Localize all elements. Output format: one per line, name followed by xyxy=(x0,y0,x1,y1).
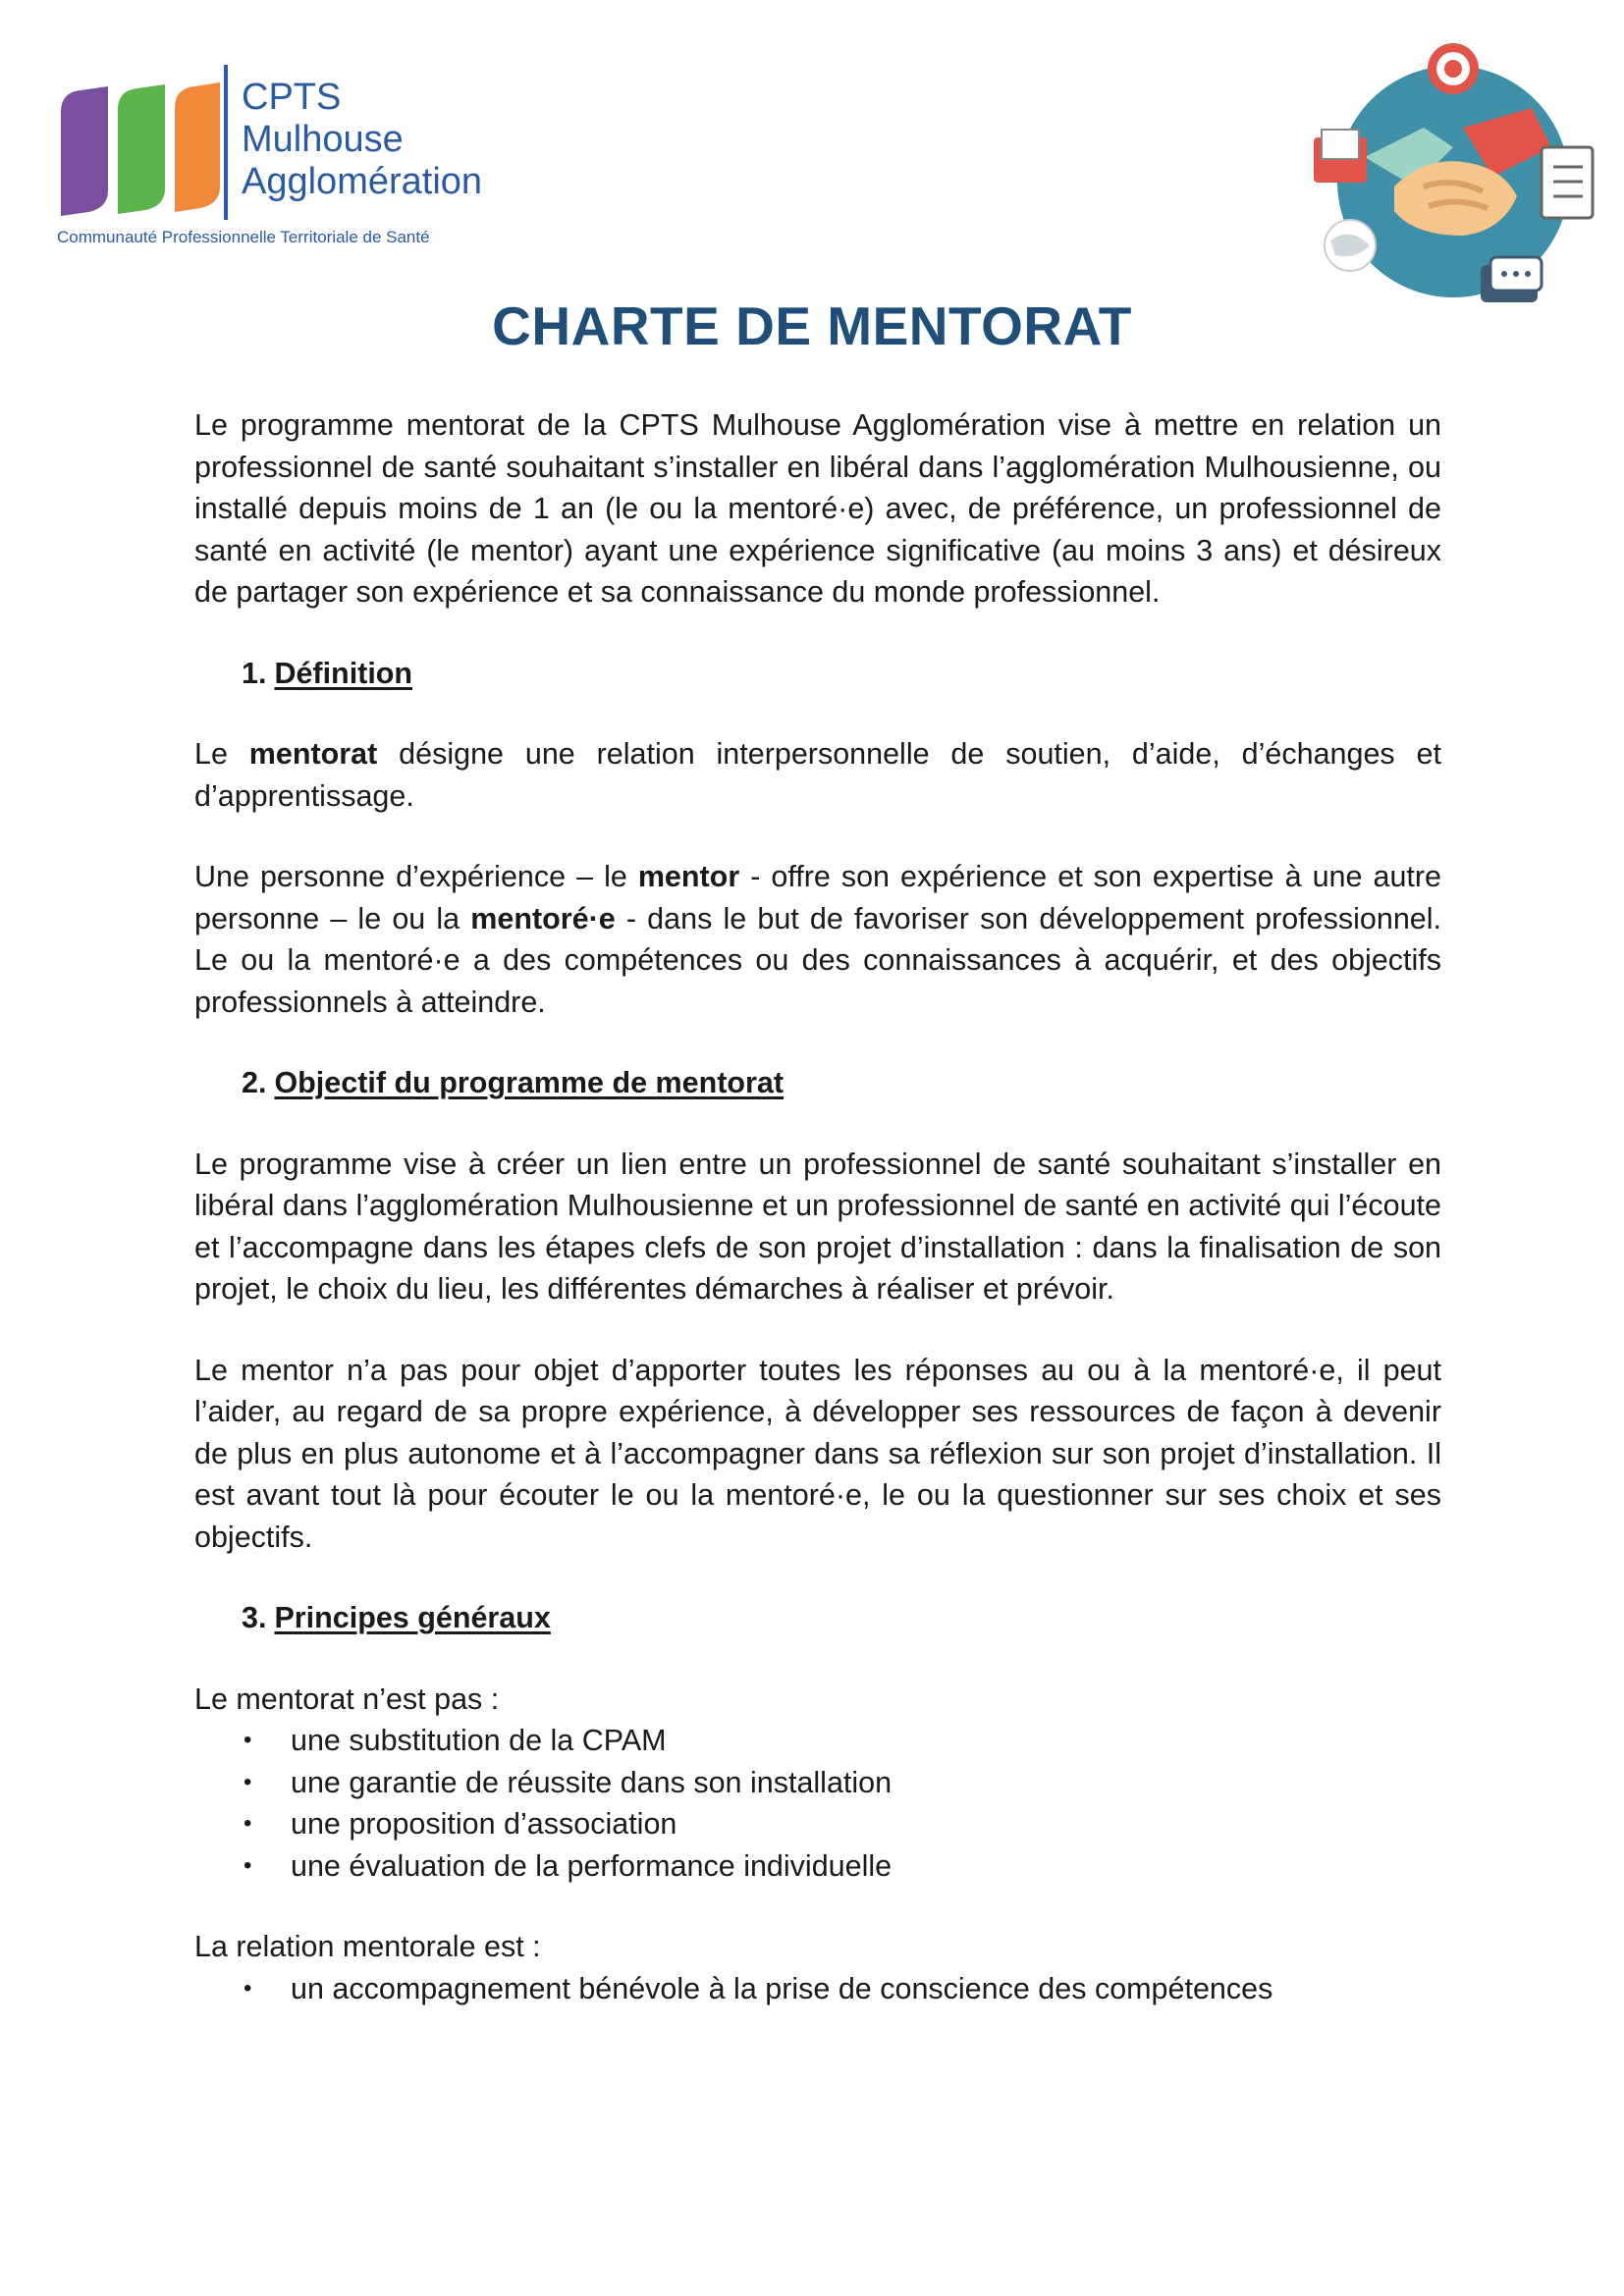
section-3-title: Principes généraux xyxy=(274,1601,551,1634)
section-2-heading xyxy=(242,1062,1441,1104)
handshake-icon xyxy=(1306,39,1600,324)
logo-line-cpts: CPTS xyxy=(242,77,342,118)
cpts-logo xyxy=(57,61,509,257)
logo-line-mulhouse: Mulhouse xyxy=(242,119,404,160)
not-list xyxy=(194,1720,1441,1887)
section-2-title: Objectif du programme de mentorat xyxy=(274,1066,785,1099)
text-run: - dans le but de favoriser son développement professionnel. Le ou la mentoré·e a des compétences ou des connaissances à acquérir, et des objectifs professionnels à atteindre. xyxy=(194,901,1441,1019)
list-item: • un accompagnement bénévole à la prise de conscience des compétences xyxy=(194,1968,1441,2010)
text-run: désigne une relation interpersonnelle de soutien, d’aide, d’échanges et d’apprentissage. xyxy=(194,737,1441,813)
bold-term-mentor: mentor xyxy=(637,860,740,893)
list-item: • une proposition d’association xyxy=(194,1803,1441,1845)
text-run: Le xyxy=(194,737,249,771)
text-run: Une personne d’expérience – le xyxy=(194,860,638,893)
objective-paragraph-1: Le programme vise à créer un lien entre un professionnel de santé souhaitant s’installer en libéral dans l’agglomération Mulhousienne et un professionnel de santé en activité qui l’écoute et l’accompagne dans les étapes clefs de son projet d’installation : dans la finalisation de son projet, le choix du lieu, les différentes démarches à réaliser et prévoir. xyxy=(194,1147,1441,1306)
intro-paragraph: Le programme mentorat de la CPTS Mulhouse Agglomération vise à mettre en relation un professionnel de santé souhaitant s’installer en libéral dans l’agglomération Mulhousienne, ou installé depuis moins de 1 an (le ou la mentoré·e) avec, de préférence, un professionnel de santé en activité (le mentor) ayant une expérience significative (au moins 3 ans) et désireux de partager son expérience et sa connaissance du monde professionnel. xyxy=(194,408,1441,609)
list-item: • une substitution de la CPAM xyxy=(194,1720,1441,1762)
section-3-heading xyxy=(242,1597,1441,1639)
logo-line-agglomeration: Agglomération xyxy=(242,161,483,202)
is-list xyxy=(194,1968,1441,2010)
page-title: CHARTE DE MENTORAT xyxy=(492,295,1132,356)
section-2-number: 2. xyxy=(242,1066,267,1099)
definition-paragraph-1 xyxy=(194,733,1441,817)
bold-term-mentoree: mentoré·e xyxy=(470,901,616,935)
not-list-intro: Le mentorat n’est pas : xyxy=(194,1682,500,1716)
objective-paragraph-2: Le mentor n’a pas pour objet d’apporter toutes les réponses au ou à la mentoré·e, il peut l’aider, au regard de sa propre expérience, à développer ses ressources de façon à devenir de plus en plus autonome et à l’accompagner dans sa réflexion sur son projet d’installation. Il est avant tout là pour écouter le ou la mentoré·e, le ou la questionner sur ses choix et ses objectifs. xyxy=(194,1353,1441,1554)
list-item: • une garantie de réussite dans son installation xyxy=(194,1762,1441,1804)
is-list-intro: La relation mentorale est : xyxy=(194,1930,541,1963)
text-run: - offre son expérience et son expertise à une autre personne – le ou la xyxy=(194,860,1441,935)
section-3-number: 3. xyxy=(242,1601,267,1634)
logo-wordmark xyxy=(242,77,482,203)
bold-term-mentorat: mentorat xyxy=(248,737,378,771)
logo-subtitle: Communauté Professionnelle Territoriale de Santé xyxy=(57,228,430,246)
definition-paragraph-2 xyxy=(194,856,1441,1023)
section-1-heading xyxy=(242,653,1441,695)
document-body xyxy=(194,404,1441,2009)
section-1-number: 1. xyxy=(242,656,267,690)
logo-bars-icon xyxy=(57,82,224,220)
section-1-title: Définition xyxy=(274,656,413,690)
logo-divider xyxy=(224,65,228,220)
list-item: • une évaluation de la performance individuelle xyxy=(194,1845,1441,1888)
